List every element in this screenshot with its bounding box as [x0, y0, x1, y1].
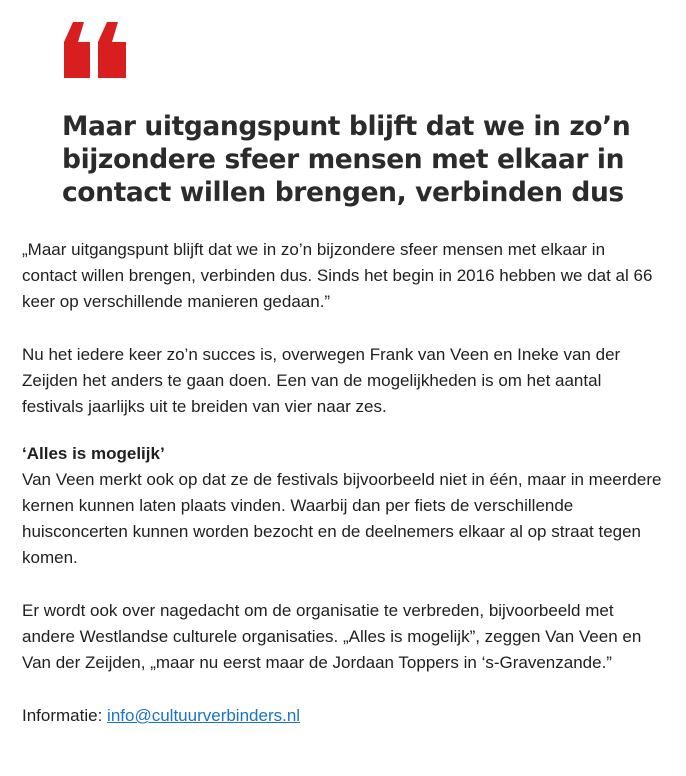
article-body: [22, 237, 662, 756]
article-paragraph: Van Veen merkt ook op dat ze de festivals bijvoorbeeld niet in één, maar in meerdere kernen kunnen laten plaats vinden. Waarbij dan per fiets de verschillende huisconcerten kunnen worden bezocht en de deelnemers elkaar al op straat tegen komen.: [22, 470, 662, 567]
article-paragraph: Nu het iedere keer zo’n succes is, overwegen Frank van Veen en Ineke van der Zeijden het anders te gaan doen. Een van de mogelijkheden is om het aantal festivals jaarlijks uit te breiden van vier naar zes.: [22, 345, 621, 416]
email-link[interactable]: info@cultuurverbinders.nl: [107, 706, 301, 725]
pull-quote-block: [62, 22, 662, 209]
quote-mark-icon: [62, 22, 128, 78]
info-label: Informatie:: [22, 706, 108, 725]
article-paragraph: Er wordt ook over nagedacht om de organisatie te verbreden, bijvoorbeeld met andere Westlandse culturele organisaties. „Alles is mogelijk”, zeggen Van Veen en Van der Zeijden, „maar nu eerst maar de Jordaan Toppers in ‘s-Gravenzande.”: [22, 601, 642, 672]
info-line: [22, 703, 662, 729]
article-subheading: ‘Alles is mogelijk’: [22, 444, 165, 463]
pull-quote-text: Maar uitgangspunt blijft dat we in zo’n bijzondere sfeer mensen met elkaar in contact willen brengen, verbinden dus: [62, 111, 631, 208]
article-paragraph: „Maar uitgangspunt blijft dat we in zo’n bijzondere sfeer mensen met elkaar in contact willen brengen, verbinden dus. Sinds het begin in 2016 hebben we dat al 66 keer op verschillende manieren gedaan.”: [22, 240, 653, 311]
